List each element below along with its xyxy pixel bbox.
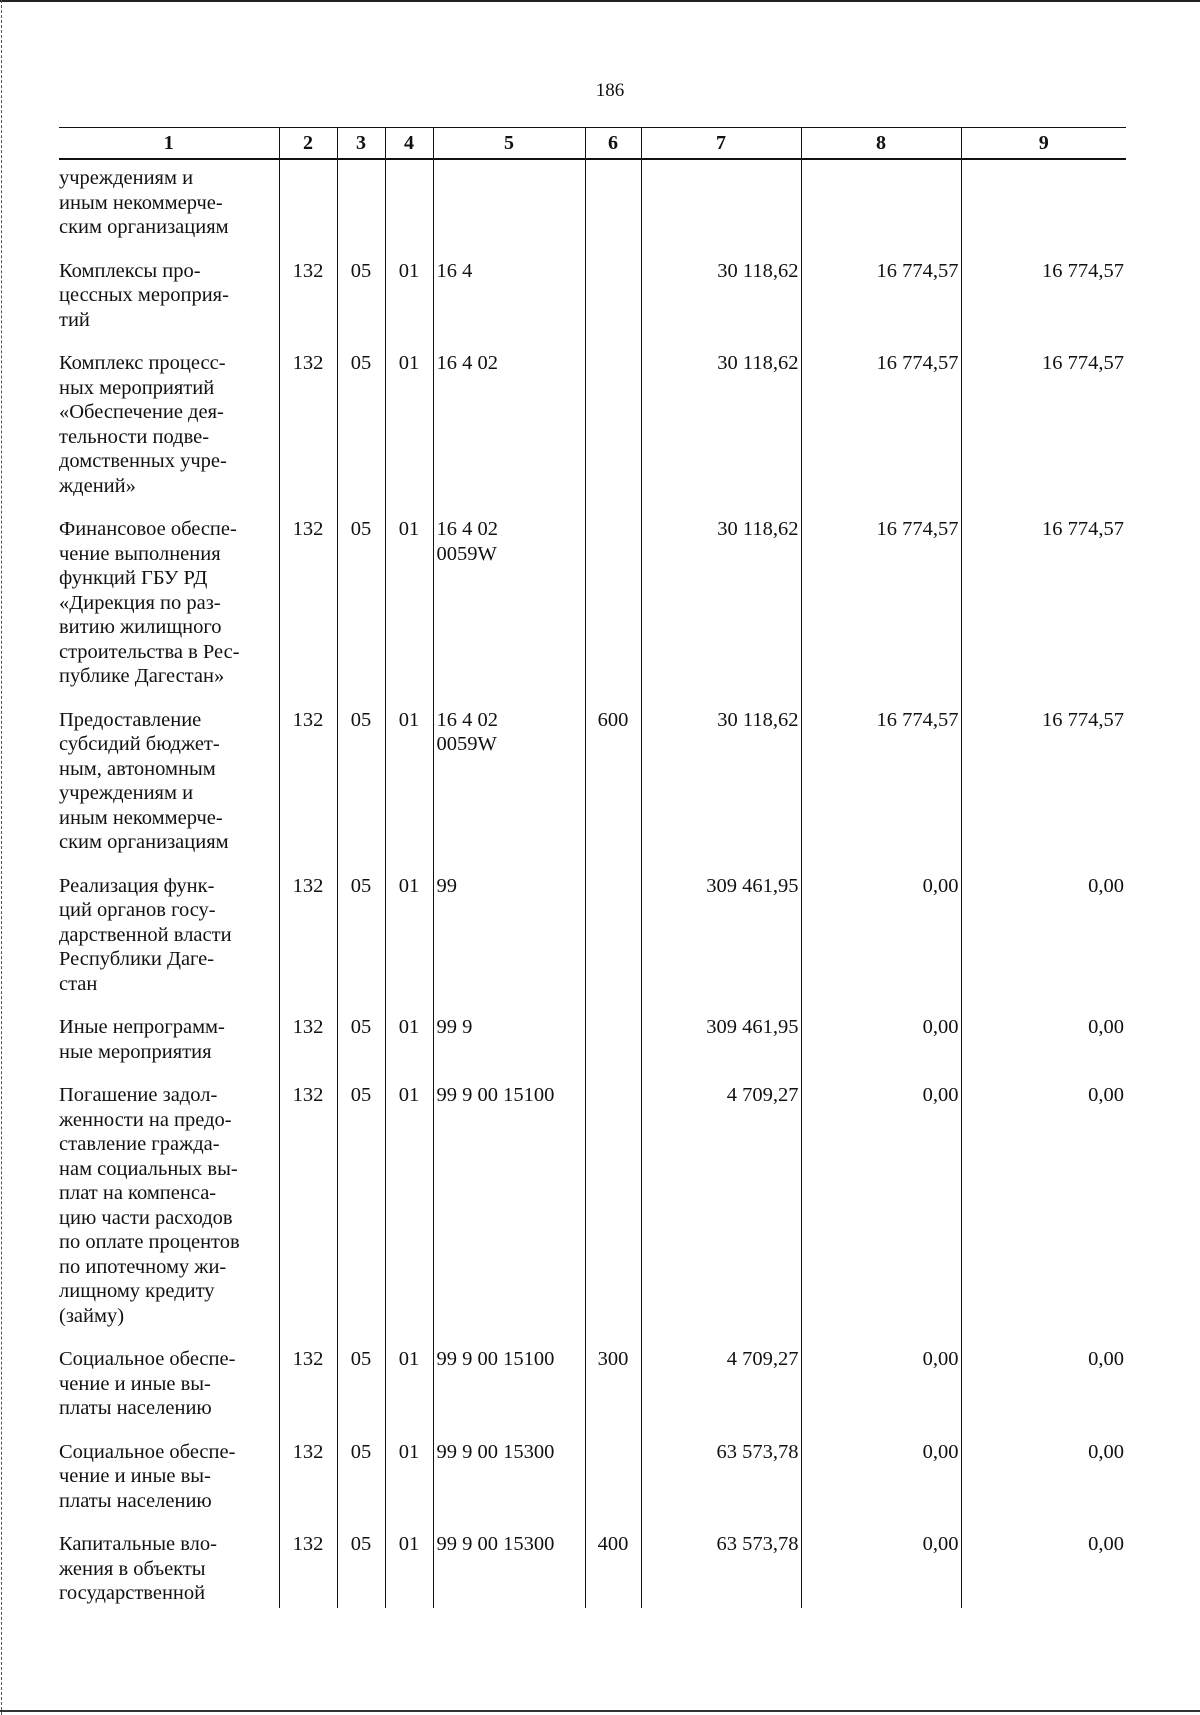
amount-col9-cell: 16 774,57 — [961, 351, 1126, 517]
amount-col8-cell: 16 774,57 — [801, 259, 961, 352]
ved-code-cell: 132 — [279, 1347, 337, 1440]
amount-col7-cell: 4 709,27 — [641, 1083, 801, 1347]
row-name-cell: Иные непрограмм- ные мероприятия — [59, 1016, 225, 1063]
ved-code-cell — [279, 159, 337, 259]
amount-col7-cell: 63 573,78 — [641, 1532, 801, 1608]
section-code-cell: 05 — [337, 1015, 385, 1083]
amount-col9-cell: 0,00 — [961, 1347, 1126, 1440]
amount-col9-cell: 0,00 — [961, 1015, 1126, 1083]
amount-col8-cell: 0,00 — [801, 1015, 961, 1083]
budget-table — [59, 127, 1126, 1608]
expense-type-cell: 400 — [585, 1532, 641, 1608]
row-name-cell: Комплексы про- цессных мероприя- тий — [59, 259, 229, 331]
expense-type-cell — [585, 1440, 641, 1533]
target-article-cell: 16 4 02 — [433, 351, 585, 517]
ved-code-cell: 132 — [279, 1440, 337, 1533]
table-row — [59, 517, 1126, 708]
row-name-cell: Комплекс процесс- ных мероприятий «Обеспечение дея- тельности подве- домственных учре- ждений» — [59, 352, 227, 497]
amount-col9-cell: 16 774,57 — [961, 708, 1126, 874]
amount-col7-cell: 63 573,78 — [641, 1440, 801, 1533]
amount-col7-cell: 30 118,62 — [641, 259, 801, 352]
amount-col8-cell: 0,00 — [801, 1532, 961, 1608]
amount-col8-cell: 16 774,57 — [801, 351, 961, 517]
amount-col7-cell: 4 709,27 — [641, 1347, 801, 1440]
amount-col9-cell: 0,00 — [961, 1083, 1126, 1347]
expense-type-cell: 300 — [585, 1347, 641, 1440]
ved-code-cell: 132 — [279, 708, 337, 874]
subsection-code-cell: 01 — [385, 1083, 433, 1347]
target-article-cell: 99 — [433, 874, 585, 1016]
page-bottom-border — [0, 1710, 1200, 1712]
page-top-border — [0, 0, 1200, 2]
table-row — [59, 1440, 1126, 1533]
amount-col7-cell — [641, 159, 801, 259]
amount-col8-cell: 0,00 — [801, 1440, 961, 1533]
amount-col8-cell — [801, 159, 961, 259]
target-article-cell: 99 9 00 15300 — [433, 1440, 585, 1533]
expense-type-cell — [585, 351, 641, 517]
subsection-code-cell: 01 — [385, 1347, 433, 1440]
column-header: 7 — [641, 128, 801, 160]
column-header: 6 — [585, 128, 641, 160]
subsection-code-cell: 01 — [385, 1440, 433, 1533]
subsection-code-cell — [385, 159, 433, 259]
section-code-cell: 05 — [337, 1532, 385, 1608]
row-name-cell: Социальное обеспе- чение и иные вы- платы населению — [59, 1440, 236, 1512]
target-article-cell: 16 4 02 0059W — [433, 708, 585, 874]
ved-code-cell: 132 — [279, 351, 337, 517]
row-name-cell: учреждениям и иным некоммерче- ским организациям — [59, 167, 229, 238]
row-name-cell: Погашение задол- женности на предо- ставление гражда- нам социальных вы- плат на компенса- цию части расходов по оплате процентов по ипотечному жи- лищному кредиту (займу) — [59, 1084, 240, 1327]
table-row — [59, 1083, 1126, 1347]
column-header: 3 — [337, 128, 385, 160]
amount-col9-cell: 16 774,57 — [961, 259, 1126, 352]
expense-type-cell — [585, 1083, 641, 1347]
table-body — [59, 159, 1126, 1608]
amount-col8-cell: 0,00 — [801, 874, 961, 1016]
amount-col7-cell: 30 118,62 — [641, 708, 801, 874]
subsection-code-cell: 01 — [385, 708, 433, 874]
page-left-border — [1, 0, 2, 1715]
table-row — [59, 1015, 1126, 1083]
ved-code-cell: 132 — [279, 259, 337, 352]
ved-code-cell: 132 — [279, 1015, 337, 1083]
section-code-cell: 05 — [337, 259, 385, 352]
table-row — [59, 351, 1126, 517]
expense-type-cell — [585, 159, 641, 259]
column-header: 2 — [279, 128, 337, 160]
ved-code-cell: 132 — [279, 1532, 337, 1608]
section-code-cell: 05 — [337, 351, 385, 517]
target-article-cell: 99 9 — [433, 1015, 585, 1083]
subsection-code-cell: 01 — [385, 259, 433, 352]
table-row — [59, 1532, 1126, 1608]
section-code-cell: 05 — [337, 517, 385, 708]
target-article-cell: 99 9 00 15300 — [433, 1532, 585, 1608]
amount-col8-cell: 16 774,57 — [801, 517, 961, 708]
row-name-cell: Капитальные вло- жения в объекты государственной — [59, 1533, 217, 1604]
section-code-cell: 05 — [337, 708, 385, 874]
amount-col8-cell: 0,00 — [801, 1083, 961, 1347]
amount-col9-cell: 0,00 — [961, 1440, 1126, 1533]
column-header: 4 — [385, 128, 433, 160]
target-article-cell: 16 4 — [433, 259, 585, 352]
subsection-code-cell: 01 — [385, 351, 433, 517]
expense-type-cell — [585, 517, 641, 708]
section-code-cell: 05 — [337, 1440, 385, 1533]
table-row — [59, 874, 1126, 1016]
header-row — [59, 128, 1126, 160]
subsection-code-cell: 01 — [385, 1532, 433, 1608]
ved-code-cell: 132 — [279, 874, 337, 1016]
row-name-cell: Финансовое обеспе- чение выполнения функций ГБУ РД «Дирекция по раз- витию жилищного строительства в Рес- публике Дагестан» — [59, 518, 240, 687]
target-article-cell: 99 9 00 15100 — [433, 1347, 585, 1440]
amount-col7-cell: 309 461,95 — [641, 1015, 801, 1083]
amount-col9-cell: 16 774,57 — [961, 517, 1126, 708]
row-name-cell: Предоставление субсидий бюджет- ным, автономным учреждениям и иным некоммерче- ским организациям — [59, 708, 229, 853]
table-row — [59, 159, 1126, 259]
page-number: 186 — [595, 80, 625, 101]
ved-code-cell: 132 — [279, 1083, 337, 1347]
amount-col8-cell: 16 774,57 — [801, 708, 961, 874]
column-header: 5 — [433, 128, 585, 160]
section-code-cell: 05 — [337, 1347, 385, 1440]
subsection-code-cell: 01 — [385, 874, 433, 1016]
expense-type-cell — [585, 259, 641, 352]
amount-col7-cell: 309 461,95 — [641, 874, 801, 1016]
table-row — [59, 259, 1126, 352]
subsection-code-cell: 01 — [385, 1015, 433, 1083]
target-article-cell: 16 4 02 0059W — [433, 517, 585, 708]
target-article-cell — [433, 159, 585, 259]
section-code-cell: 05 — [337, 874, 385, 1016]
expense-type-cell: 600 — [585, 708, 641, 874]
table-row — [59, 708, 1126, 874]
section-code-cell — [337, 159, 385, 259]
subsection-code-cell: 01 — [385, 517, 433, 708]
amount-col9-cell: 0,00 — [961, 1532, 1126, 1608]
amount-col7-cell: 30 118,62 — [641, 517, 801, 708]
amount-col8-cell: 0,00 — [801, 1347, 961, 1440]
expense-type-cell — [585, 1015, 641, 1083]
column-header: 8 — [801, 128, 961, 160]
target-article-cell: 99 9 00 15100 — [433, 1083, 585, 1347]
row-name-cell: Социальное обеспе- чение и иные вы- платы населению — [59, 1348, 236, 1419]
ved-code-cell: 132 — [279, 517, 337, 708]
amount-col9-cell: 0,00 — [961, 874, 1126, 1016]
column-header: 1 — [59, 128, 279, 160]
amount-col7-cell: 30 118,62 — [641, 351, 801, 517]
table-row — [59, 1347, 1126, 1440]
column-header: 9 — [961, 128, 1126, 160]
amount-col9-cell — [961, 159, 1126, 259]
row-name-cell: Реализация функ- ций органов госу- дарственной власти Республики Даге- стан — [59, 874, 232, 995]
section-code-cell: 05 — [337, 1083, 385, 1347]
expense-type-cell — [585, 874, 641, 1016]
